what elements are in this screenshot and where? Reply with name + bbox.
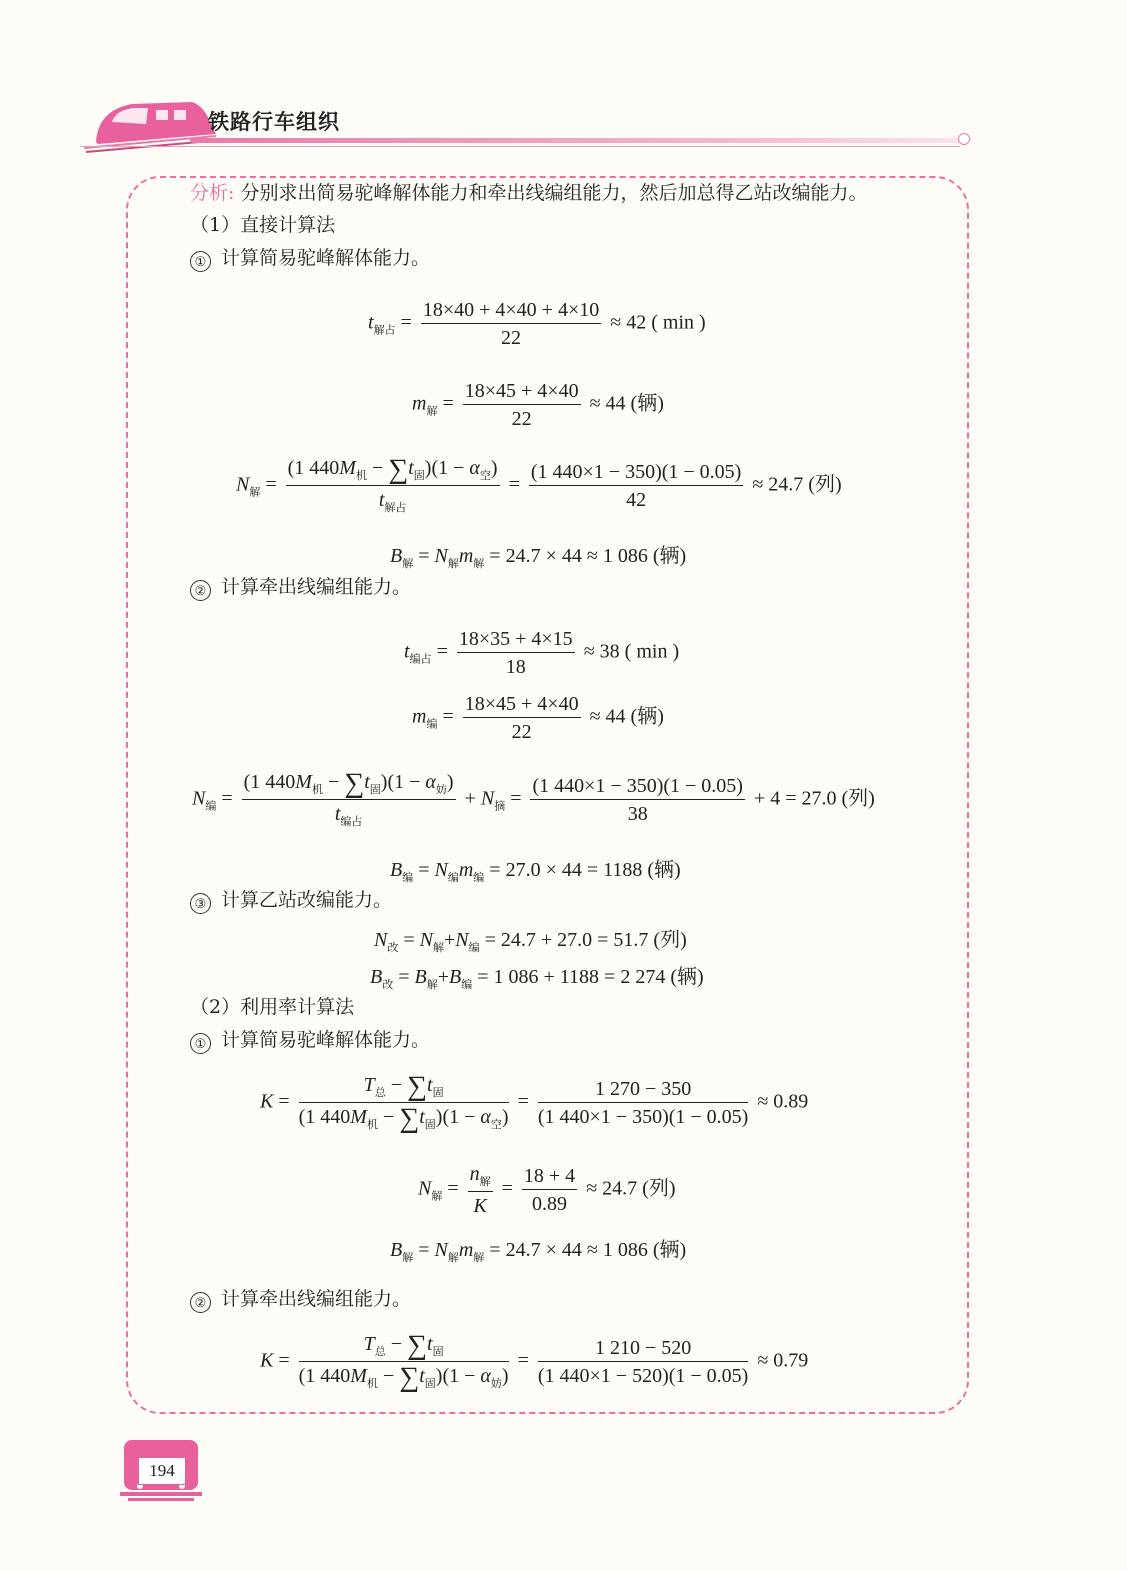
frac-num: (1 440×1 − 350)(1 − 0.05) (530, 776, 744, 800)
frac-num: 1 210 − 520 (538, 1338, 748, 1362)
frac-den: 22 (511, 721, 532, 743)
eq-result: ≈ 42 ( min ) (610, 311, 706, 334)
eq-result: ≈ 44 (辆) (589, 705, 664, 728)
page-number: 194 (138, 1457, 186, 1485)
eq-K1: K = $\frac{T_总 - \sum t_固}{(1 440M_机 - \sum t_固)(1 - \alpha_空)}$ = $\frac{1 270 - 350}{(1 440\times 1 - 350)(1 - 0.05)}$ ≈ 0.89 (260, 1071, 809, 1134)
step-number: ① (190, 1033, 211, 1054)
eq-result: = 24.7 × 44 ≈ 1 086 (辆) (489, 545, 687, 567)
eq-N-gai: $N_改 = N_解+N_编 = 24.7 + 27.0 = 51.7$ (列) (374, 929, 687, 954)
eq-N-jie-2: $N_解$ = $\frac{n_解}{K}$ = $\frac{18 + 4}{0.89}$ ≈ 24.7 (列) (418, 1163, 676, 1217)
frac-num: 1 270 − 350 (538, 1079, 748, 1103)
header-rule (190, 138, 960, 143)
header-title: 铁路行车组织 (208, 110, 340, 134)
eq-result: ≈ 0.79 (757, 1349, 809, 1372)
frac-den: 18 (505, 656, 526, 678)
step-number: ② (190, 580, 211, 601)
step-text: 计算简易驼峰解体能力。 (221, 1029, 431, 1051)
eq-N-jie: $N_解$ = $\frac{(1 440M_机 - \sum t_固)(1 - \alpha_空)}{t_{解占}}$ = $\frac{(1 440\times 1 - 350)(1 - 0.05)}{42}$ ≈ 24.7 (列) (236, 454, 842, 514)
frac-num: 18×40 + 4×40 + 4×10 (421, 300, 601, 324)
step-text: 计算牵出线编组能力。 (221, 1288, 412, 1310)
step-number: ② (190, 1292, 211, 1313)
step-2b-heading (190, 1290, 411, 1313)
step-2-heading (190, 578, 411, 601)
frac-den: (1 440×1 − 520)(1 − 0.05) (537, 1365, 749, 1387)
step-text: 计算牵出线编组能力。 (221, 576, 412, 598)
eq-result: = 27.0 × 44 = 1188 (辆) (489, 859, 681, 881)
method-1-heading: （1）直接计算法 (190, 214, 336, 236)
eq-B-bian: $B_编 = N_编m_编 = 27.0 \times 44 = 1188$ (辆) (390, 859, 681, 884)
step-number: ③ (190, 893, 211, 914)
frac-num: 18×45 + 4×40 (463, 381, 581, 405)
eq-B-gai: $B_改 = B_解+B_编 = 1$ 086 + 1188 = 2 274 (辆) (370, 966, 704, 991)
eq-t-bian: $t_{编占}$ = $\frac{18\times 35 + 4\times 15}{18}$ ≈ 38 ( min ) (404, 628, 680, 678)
header-thin-rule (80, 146, 960, 147)
step-number: ① (190, 251, 211, 272)
eq-result: = 24.7 + 27.0 = 51.7 (列) (484, 929, 687, 951)
frac-num: 18×35 + 4×15 (457, 629, 575, 653)
header-dot-icon (958, 133, 970, 145)
analysis-text: 分别求出简易驼峰解体能力和牵出线编组能力，然后加总得乙站改编能力。 (240, 182, 868, 204)
eq-t-jie: $t_{解占}$ = $\frac{18\times 40 + 4\times 40 + 4\times 10}{22}$ ≈ 42 ( min ) (368, 299, 706, 349)
frac-num: 18×45 + 4×40 (463, 694, 581, 718)
step-1b-heading (190, 1031, 430, 1054)
eq-B-jie: $B_解 = N_解m_解 = 24.7 \times 44 \approx 1$ 086 (辆) (390, 545, 687, 570)
eq-result: ≈ 0.89 (757, 1090, 809, 1113)
method-2-heading: （2）利用率计算法 (190, 996, 355, 1018)
analysis-label: 分析: (190, 182, 235, 204)
eq-m-bian: $m_编$ = $\frac{18\times 45 + 4\times 40}{22}$ ≈ 44 (辆) (412, 693, 664, 743)
eq-result: ≈ 24.7 (列) (586, 1177, 676, 1200)
eq-result: ≈ 44 (辆) (589, 392, 664, 415)
step-3-heading (190, 891, 392, 914)
eq-m-jie: $m_解$ = $\frac{18\times 45 + 4\times 40}{22}$ ≈ 44 (辆) (412, 380, 664, 430)
eq-result: = 24.7 × 44 ≈ 1 086 (辆) (489, 1239, 687, 1261)
eq-N-bian: $N_编$ = $\frac{(1 440M_机 - \sum t_固)(1 - \alpha_妨)}{t_{编占}}$ + $N_摘$ = $\frac{(1 440\times 1 - 350)(1 - 0.05)}{38}$ + 4 = 27.0 (列) (192, 768, 875, 828)
eq-result: = 1 086 + 1188 = 2 274 (辆) (477, 966, 704, 988)
eq-K2: K = $\frac{T_总 - \sum t_固}{(1 440M_机 - \sum t_固)(1 - \alpha_妨)}$ = $\frac{1 210 - 520}{(1 440\times 1 - 520)(1 - 0.05)}$ ≈ 0.79 (260, 1330, 809, 1393)
train-logo-icon (76, 96, 226, 156)
frac-num: (1 440×1 − 350)(1 − 0.05) (529, 462, 743, 486)
step-text: 计算简易驼峰解体能力。 (221, 247, 431, 269)
frac-den: 38 (627, 803, 648, 825)
frac-den: 22 (511, 408, 532, 430)
analysis-intro (190, 184, 867, 203)
frac-den: 22 (501, 327, 522, 349)
frac-den: 0.89 (532, 1193, 568, 1215)
eq-result: + 4 = 27.0 (列) (753, 787, 875, 810)
frac-den: 42 (626, 489, 647, 511)
eq-result: ≈ 24.7 (列) (752, 473, 842, 496)
eq-B-jie-2: $B_解 = N_解m_解 = 24.7 \times 44 \approx 1$ 086 (辆) (390, 1239, 687, 1264)
eq-result: ≈ 38 ( min ) (583, 640, 680, 663)
step-text: 计算乙站改编能力。 (221, 889, 393, 911)
frac-den: (1 440×1 − 350)(1 − 0.05) (537, 1106, 749, 1128)
step-1-heading (190, 249, 430, 272)
frac-num: 18 + 4 (522, 1166, 577, 1190)
